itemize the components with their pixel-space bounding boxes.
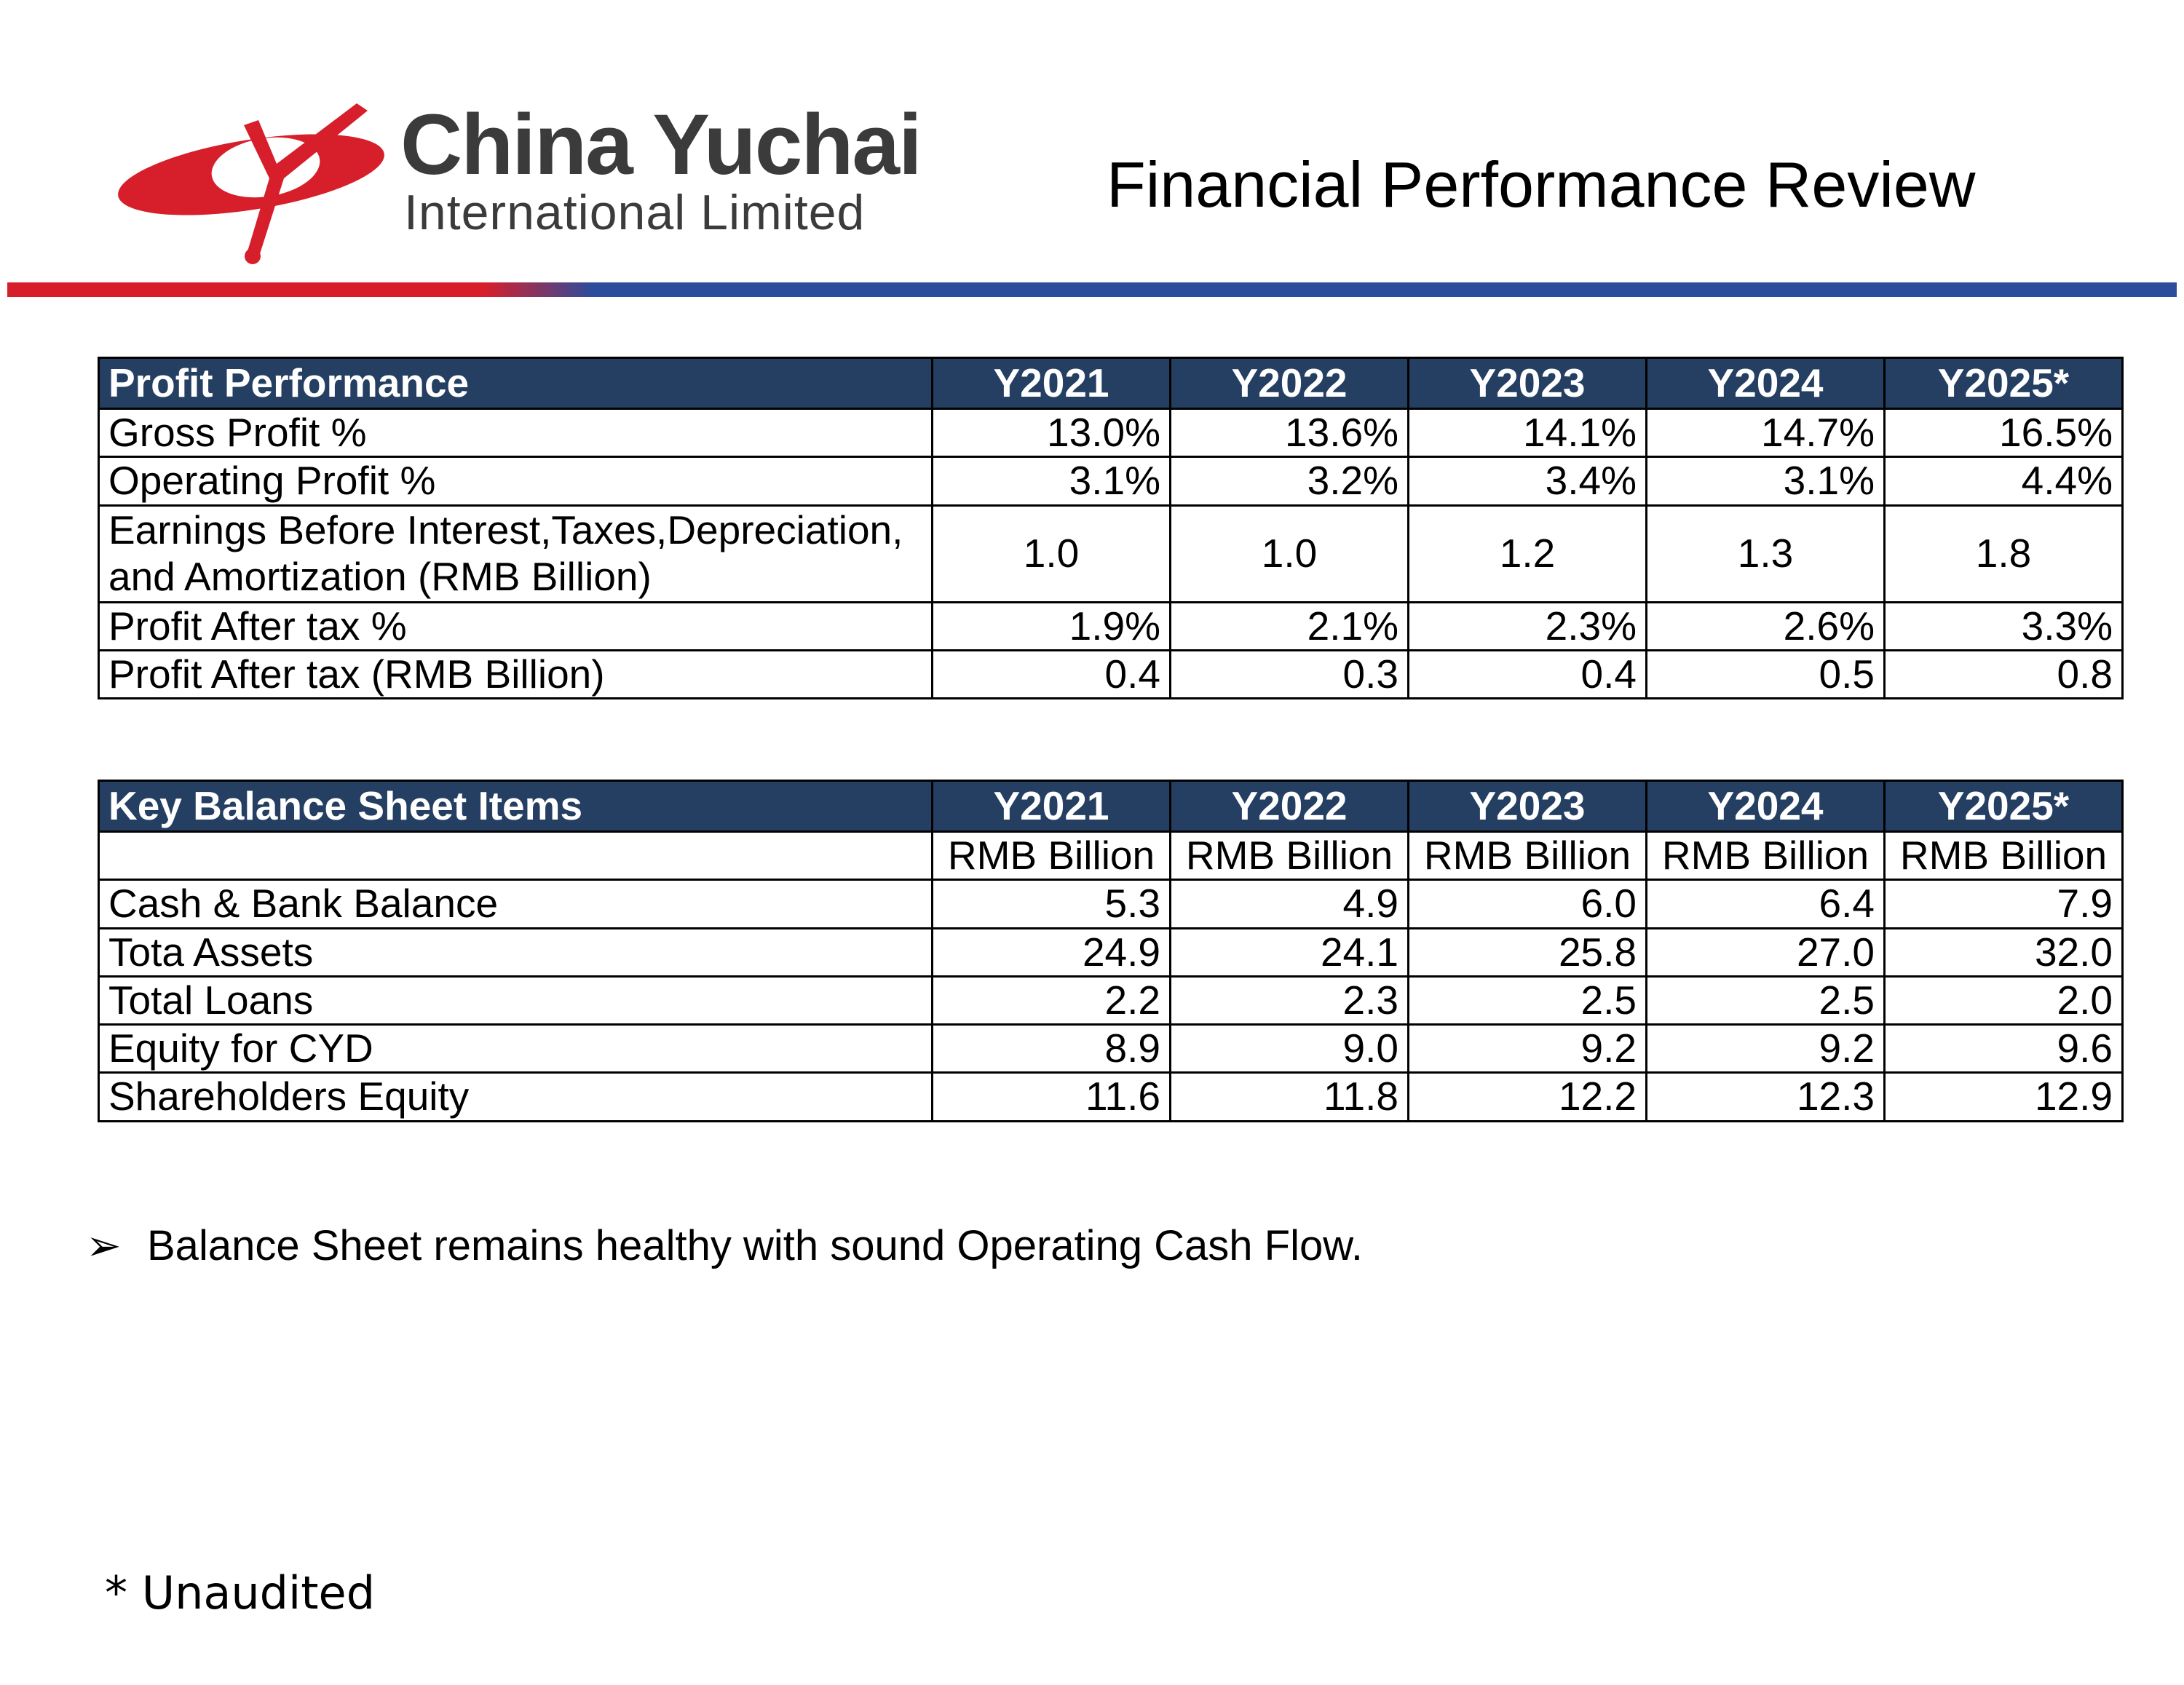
table-cell: 4.4% xyxy=(1885,457,2123,505)
header-cell: Y2023 xyxy=(1409,781,1647,832)
table-cell: 2.5 xyxy=(1409,976,1647,1024)
unit-row xyxy=(99,832,2123,880)
table-cell: 7.9 xyxy=(1885,880,2123,928)
table-cell: 13.6% xyxy=(1171,409,1409,457)
table-cell: 2.2 xyxy=(933,976,1171,1024)
table-row xyxy=(99,505,2123,602)
header-cell: Y2024 xyxy=(1647,358,1885,409)
table-cell: 0.4 xyxy=(1409,650,1647,698)
header-cell: Y2022 xyxy=(1171,358,1409,409)
table-cell: 0.3 xyxy=(1171,650,1409,698)
row-label: Operating Profit % xyxy=(99,457,933,505)
table-cell: 11.6 xyxy=(933,1073,1171,1121)
unit-cell xyxy=(99,832,933,880)
table-header-row xyxy=(99,781,2123,832)
row-label: Cash & Bank Balance xyxy=(99,880,933,928)
table-cell: 3.1% xyxy=(933,457,1171,505)
header-cell: Y2021 xyxy=(933,358,1171,409)
table-cell: 3.4% xyxy=(1409,457,1647,505)
profit-performance-table xyxy=(98,357,2124,699)
row-label: Earnings Before Interest,Taxes,Depreciation, and Amortization (RMB Billion) xyxy=(99,505,933,602)
table-cell: 12.9 xyxy=(1885,1073,2123,1121)
table-cell: 5.3 xyxy=(933,880,1171,928)
header-divider xyxy=(7,282,2177,297)
table-cell: 1.2 xyxy=(1409,505,1647,602)
logo-company-name: China Yuchai xyxy=(400,97,921,193)
table-cell: 14.1% xyxy=(1409,409,1647,457)
row-label: Tota Assets xyxy=(99,928,933,976)
table-cell: 32.0 xyxy=(1885,928,2123,976)
table-cell: 3.3% xyxy=(1885,602,2123,650)
table-cell: 1.0 xyxy=(1171,505,1409,602)
footnote: * Unaudited xyxy=(105,1566,376,1619)
table-cell: 2.3 xyxy=(1171,976,1409,1024)
table-row xyxy=(99,880,2123,928)
balance-sheet-table xyxy=(98,780,2124,1122)
header-cell: Y2021 xyxy=(933,781,1171,832)
bullet-point xyxy=(86,1222,1364,1269)
table-cell: 14.7% xyxy=(1647,409,1885,457)
table-row xyxy=(99,409,2123,457)
table-row xyxy=(99,457,2123,505)
table-row xyxy=(99,602,2123,650)
unit-cell: RMB Billion xyxy=(1885,832,2123,880)
logo-company-subtitle: International Limited xyxy=(404,185,866,240)
table-cell: 1.0 xyxy=(933,505,1171,602)
unit-cell: RMB Billion xyxy=(933,832,1171,880)
table-cell: 2.3% xyxy=(1409,602,1647,650)
table-cell: 27.0 xyxy=(1647,928,1885,976)
row-label: Shareholders Equity xyxy=(99,1073,933,1121)
table-cell: 0.8 xyxy=(1885,650,2123,698)
row-label: Profit After tax (RMB Billion) xyxy=(99,650,933,698)
table-cell: 9.2 xyxy=(1409,1025,1647,1073)
table-cell: 1.3 xyxy=(1647,505,1885,602)
table-cell: 1.9% xyxy=(933,602,1171,650)
table-row xyxy=(99,1025,2123,1073)
table-cell: 2.0 xyxy=(1885,976,2123,1024)
table-cell: 4.9 xyxy=(1171,880,1409,928)
table-cell: 9.2 xyxy=(1647,1025,1885,1073)
table-cell: 0.5 xyxy=(1647,650,1885,698)
header-cell: Y2024 xyxy=(1647,781,1885,832)
page-title: Financial Performance Review xyxy=(1107,148,1976,221)
table-row xyxy=(99,928,2123,976)
table-cell: 12.2 xyxy=(1409,1073,1647,1121)
header-cell: Y2022 xyxy=(1171,781,1409,832)
yuchai-emblem-icon xyxy=(109,95,400,269)
table-cell: 11.8 xyxy=(1171,1073,1409,1121)
table-cell: 24.9 xyxy=(933,928,1171,976)
header-cell: Profit Performance xyxy=(99,358,933,409)
table-cell: 8.9 xyxy=(933,1025,1171,1073)
table-cell: 6.4 xyxy=(1647,880,1885,928)
unit-cell: RMB Billion xyxy=(1647,832,1885,880)
table-cell: 9.0 xyxy=(1171,1025,1409,1073)
header-cell: Y2023 xyxy=(1409,358,1647,409)
table-row xyxy=(99,650,2123,698)
table-cell: 24.1 xyxy=(1171,928,1409,976)
table-row xyxy=(99,976,2123,1024)
table-cell: 2.5 xyxy=(1647,976,1885,1024)
row-label: Gross Profit % xyxy=(99,409,933,457)
table-cell: 2.1% xyxy=(1171,602,1409,650)
table-cell: 2.6% xyxy=(1647,602,1885,650)
table-cell: 3.1% xyxy=(1647,457,1885,505)
table-cell: 6.0 xyxy=(1409,880,1647,928)
table-cell: 12.3 xyxy=(1647,1073,1885,1121)
table-row xyxy=(99,1073,2123,1121)
table-cell: 1.8 xyxy=(1885,505,2123,602)
unit-cell: RMB Billion xyxy=(1409,832,1647,880)
company-logo xyxy=(109,95,954,269)
row-label: Equity for CYD xyxy=(99,1025,933,1073)
table-cell: 13.0% xyxy=(933,409,1171,457)
header-cell: Key Balance Sheet Items xyxy=(99,781,933,832)
header-cell: Y2025* xyxy=(1885,358,2123,409)
table-cell: 9.6 xyxy=(1885,1025,2123,1073)
table-cell: 0.4 xyxy=(933,650,1171,698)
table-header-row xyxy=(99,358,2123,409)
table-cell: 3.2% xyxy=(1171,457,1409,505)
arrow-bullet-icon: ➢ xyxy=(86,1222,122,1269)
header-cell: Y2025* xyxy=(1885,781,2123,832)
row-label: Profit After tax % xyxy=(99,602,933,650)
row-label: Total Loans xyxy=(99,976,933,1024)
unit-cell: RMB Billion xyxy=(1171,832,1409,880)
table-cell: 25.8 xyxy=(1409,928,1647,976)
table-cell: 16.5% xyxy=(1885,409,2123,457)
bullet-text: Balance Sheet remains healthy with sound Operating Cash Flow. xyxy=(147,1222,1364,1269)
